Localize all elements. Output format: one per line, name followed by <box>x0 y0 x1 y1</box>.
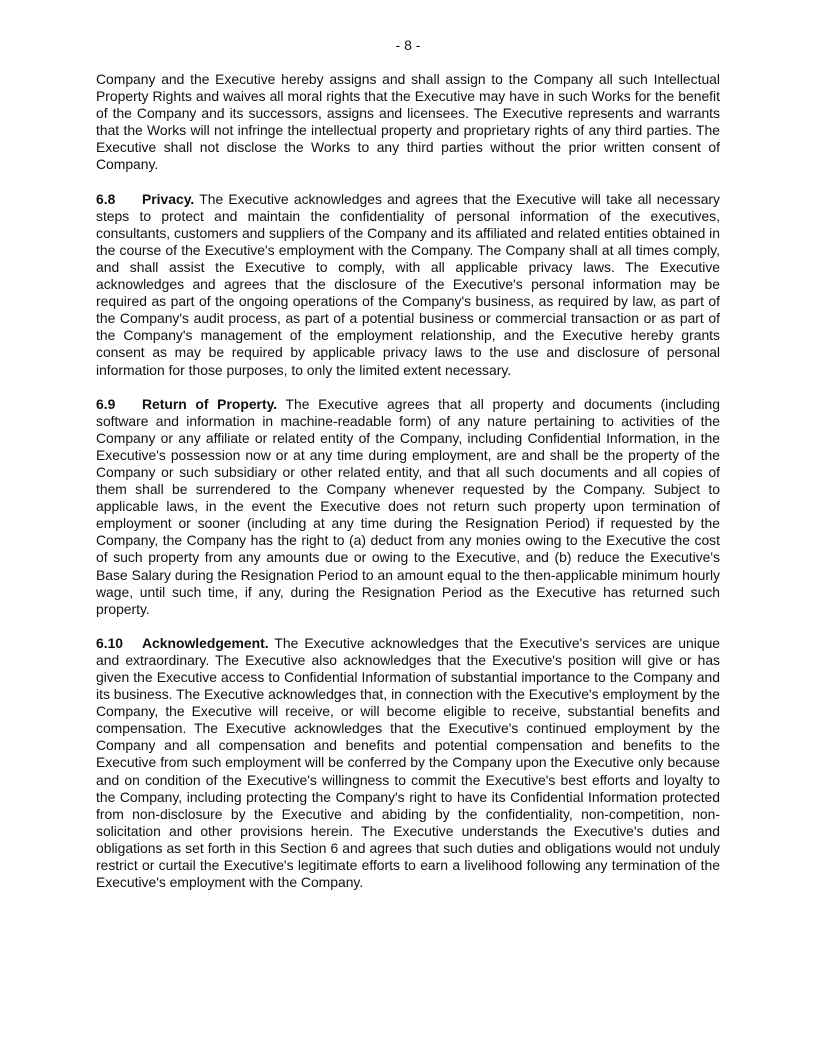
section-title: Privacy. <box>142 190 195 207</box>
section-title: Acknowledgement. <box>142 634 269 651</box>
section-6-10-acknowledgement <box>96 635 720 891</box>
section-6-8-privacy <box>96 191 720 379</box>
page-number: - 8 - <box>395 37 421 53</box>
section-number: 6.8 <box>96 190 116 207</box>
section-6-9-return-of-property <box>96 396 720 618</box>
section-text: The Executive acknowledges that the Executive's services are unique and extraordinary. The Executive also acknowledges that the Executive's position will give or has given the Executive access to Confidential Information of substantial importance to the Company and its business. The Executive acknowledges that, in connection with the Executive's employment by the Company, the Executive will receive, or will become eligible to receive, substantial benefits and compensation. The Executive acknowledges that the Executive's continued employment by the Company and all compensation and benefits and potential compensation and benefits to the Executive from such employment will be conferred by the Company upon the Executive only because and on condition of the Executive's willingness to commit the Executive's best efforts and loyalty to the Company, including protecting the Company's right to have its Confidential Information protected from non-disclosure by the Executive and abiding by the confidentiality, non-competition, non-solicitation and other provisions herein. The Executive understands the Executive's duties and obligations as set forth in this Section 6 and agrees that such duties and obligations would not unduly restrict or curtail the Executive's legitimate efforts to earn a livelihood following any termination of the Executive's employment with the Company. <box>96 634 721 891</box>
section-number: 6.10 <box>96 634 124 651</box>
section-text: The Executive acknowledges and agrees that the Executive will take all necessary steps to protect and maintain the confidentiality of personal information of the executives, consultants, customers and suppliers of the Company and its affiliated and related entities obtained in the course of the Executive's employment with the Company. The Company shall at all times comply, and shall assist the Executive to comply, with all applicable privacy laws. The Executive acknowledges and agrees that the disclosure of the Executive's personal information may be required as part of the ongoing operations of the Company's business, as required by law, as part of the Company's audit process, as part of a potential business or commercial transaction or as part of the Company's management of the employment relationship, and the Executive hereby grants consent as may be required by applicable privacy laws to the use and disclosure of personal information for those purposes, to only the limited extent necessary. <box>96 190 721 378</box>
section-title: Return of Property. <box>142 395 278 412</box>
document-body <box>96 71 720 908</box>
section-text: The Executive agrees that all property and documents (including software and information in machine-readable form) of any nature pertaining to activities of the Company or any affiliate or related entity of the Company, including Confidential Information, in the Executive's possession now or at any time during employment, are and shall be the property of the Company or such subsidiary or other related entity, and that all such documents and all copies of them shall be surrendered to the Company whenever requested by the Company. Subject to applicable laws, in the event the Executive does not return such property upon termination of employment or sooner (including at any time during the Resignation Period) if requested by the Company, the Company has the right to (a) deduct from any monies owing to the Executive the cost of such property from any amounts due or owing to the Executive, and (b) reduce the Executive's Base Salary during the Resignation Period to an amount equal to the then-applicable minimum hourly wage, until such time, if any, during the Resignation Period as the Executive has returned such property. <box>96 395 721 617</box>
paragraph-text: Company and the Executive hereby assigns and shall assign to the Company all such Intellectual Property Rights and waives all moral rights that the Executive may have in such Works for the benefit of the Company and its successors, assigns and licensees. The Executive represents and warrants that the Works will not infringe the intellectual property and proprietary rights of any third parties. The Executive shall not disclose the Works to any third parties without the prior written consent of Company. <box>96 71 720 173</box>
paragraph-ip-continued <box>96 71 720 174</box>
section-number: 6.9 <box>96 395 116 412</box>
